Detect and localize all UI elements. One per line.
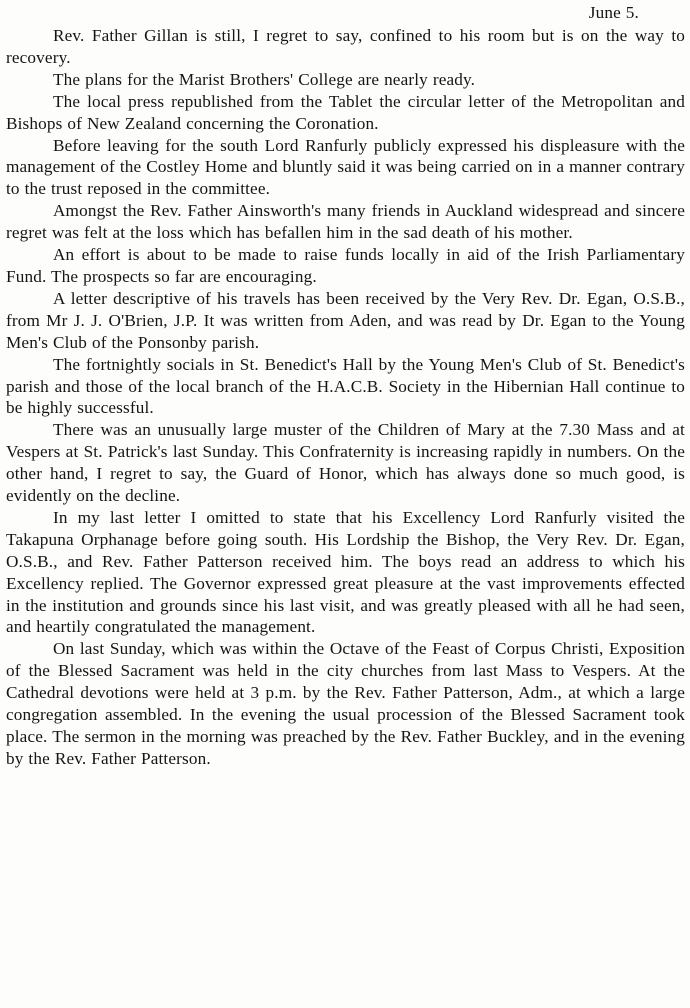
- paragraph-parliamentary-fund: An effort is about to be made to raise funds locally in aid of the Irish Parliamentary Fund. The prospects so far are encouraging.: [6, 245, 685, 286]
- paragraph-costley-home: Before leaving for the south Lord Ranfurly publicly expressed his displeasure with the management of the Costley Home and bluntly said it was being carried on in a manner contrary to the trust reposed in the committee.: [6, 135, 685, 199]
- paragraph-corpus-christi: On last Sunday, which was within the Octave of the Feast of Corpus Christi, Exposition of the Blessed Sacrament was held in the city churches from last Mass to Vespers. At the Cathedral devotions were held at 3 p.m. by the Rev. Father Patterson, Adm., at which a large congregation assembled. In the evening the usual procession of the Blessed Sacrament took place. The sermon in the morning was preached by the Rev. Father Buckley, and in the evening by the Rev. Father Patterson.: [6, 639, 685, 768]
- paragraph-fortnightly-socials: The fortnightly socials in St. Benedict's Hall by the Young Men's Club of St. Benedict's parish and those of the local branch of the H.A.C.B. Society in the Hibernian Hall continue to be highly successful.: [6, 354, 685, 418]
- paragraph-father-ainsworth: Amongst the Rev. Father Ainsworth's many friends in Auckland widespread and sincere regret was felt at the loss which has befallen him in the sad death of his mother.: [6, 201, 685, 243]
- paragraph-children-of-mary: There was an unusually large muster of the Children of Mary at the 7.30 Mass and at Vespers at St. Patrick's last Sunday. This Confraternity is increasing rapidly in numbers. On the other hand, I regret to say, the Guard of Honor, which has always done so much good, is evidently on the decline.: [6, 420, 685, 506]
- paragraph-takapuna-orphanage: In my last letter I omitted to state that his Excellency Lord Ranfurly visited the Takapuna Orphanage before going south. His Lordship the Bishop, the Very Rev. Dr. Egan, O.S.B., and Rev. Father Patterson received him. The boys read an address to which his Excellency replied. The Governor expressed great pleasure at the vast improvements effected in the institution and grounds since his last visit, and was greatly pleased with all he had seen, and heartily congratulated the management.: [6, 507, 685, 637]
- paragraph-father-gillan: Rev. Father Gillan is still, I regret to say, confined to his room but is on the way to recovery.: [6, 26, 685, 67]
- paragraph-coronation-letter: The local press republished from the Tablet the circular letter of the Metropolitan and Bishops of New Zealand concerning the Coronation.: [6, 91, 685, 133]
- dateline: June 5.: [588, 3, 639, 22]
- paragraph-marist-college: The plans for the Marist Brothers' College are nearly ready.: [53, 69, 476, 89]
- paragraph-obrien-letter: A letter descriptive of his travels has been received by the Very Rev. Dr. Egan, O.S.B., from Mr J. J. O'Brien, J.P. It was written from Aden, and was read by Dr. Egan to the Young Men's Club of the Ponsonby parish.: [6, 288, 685, 352]
